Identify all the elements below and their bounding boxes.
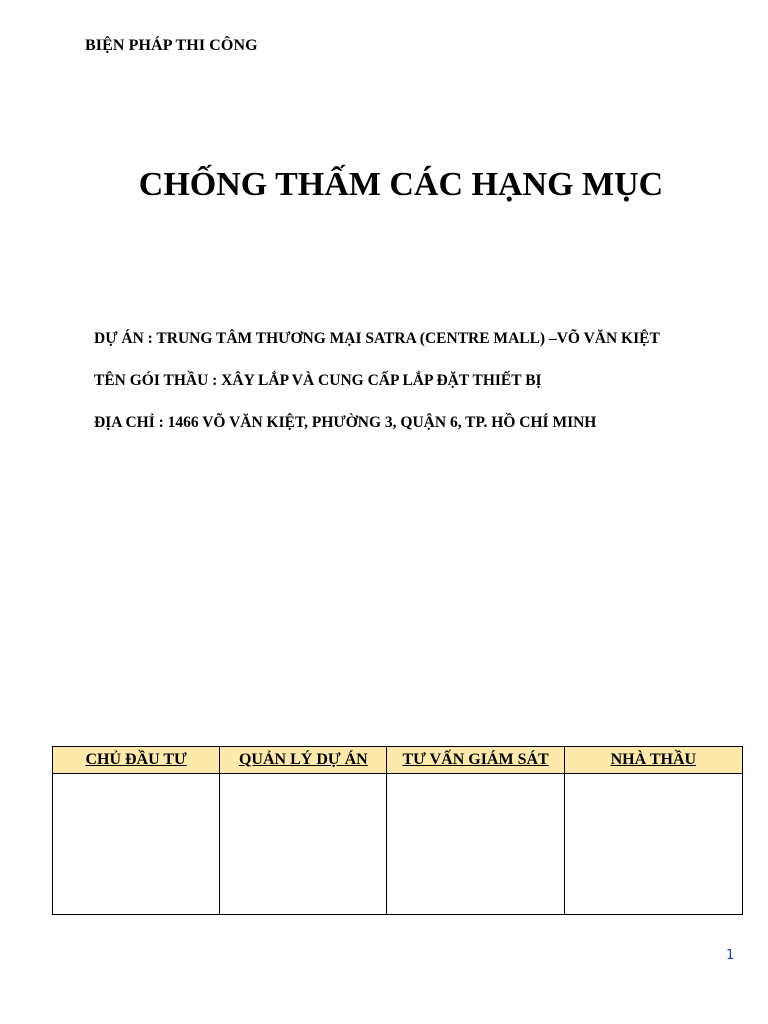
header-project-management: QUẢN LÝ DỰ ÁN [220,747,387,774]
bid-package-line: TÊN GÓI THẦU : XÂY LẮP VÀ CUNG CẤP LẮP ĐẶT THIẾT BỊ [94,372,542,389]
document-header-label: BIỆN PHÁP THI CÔNG [85,37,258,54]
signature-cell-contractor [564,774,742,915]
signature-cell-owner [53,774,220,915]
signature-table-header-row [53,747,743,774]
signature-row [53,774,743,915]
header-supervision-consultant: TƯ VẤN GIÁM SÁT [387,747,564,774]
header-owner: CHỦ ĐẦU TƯ [53,747,220,774]
signature-table [52,746,743,915]
page-title: CHỐNG THẤM CÁC HẠNG MỤC [138,166,664,203]
signature-cell-project-management [220,774,387,915]
page-number: 1 [726,948,735,963]
project-name-line: DỰ ÁN : TRUNG TÂM THƯƠNG MẠI SATRA (CENTRE MALL) –VÕ VĂN KIỆT [94,330,660,347]
signature-cell-supervision-consultant [387,774,564,915]
header-contractor: NHÀ THẦU [564,747,742,774]
address-line: ĐỊA CHỈ : 1466 VÕ VĂN KIỆT, PHƯỜNG 3, QUẬN 6, TP. HỒ CHÍ MINH [94,414,597,431]
